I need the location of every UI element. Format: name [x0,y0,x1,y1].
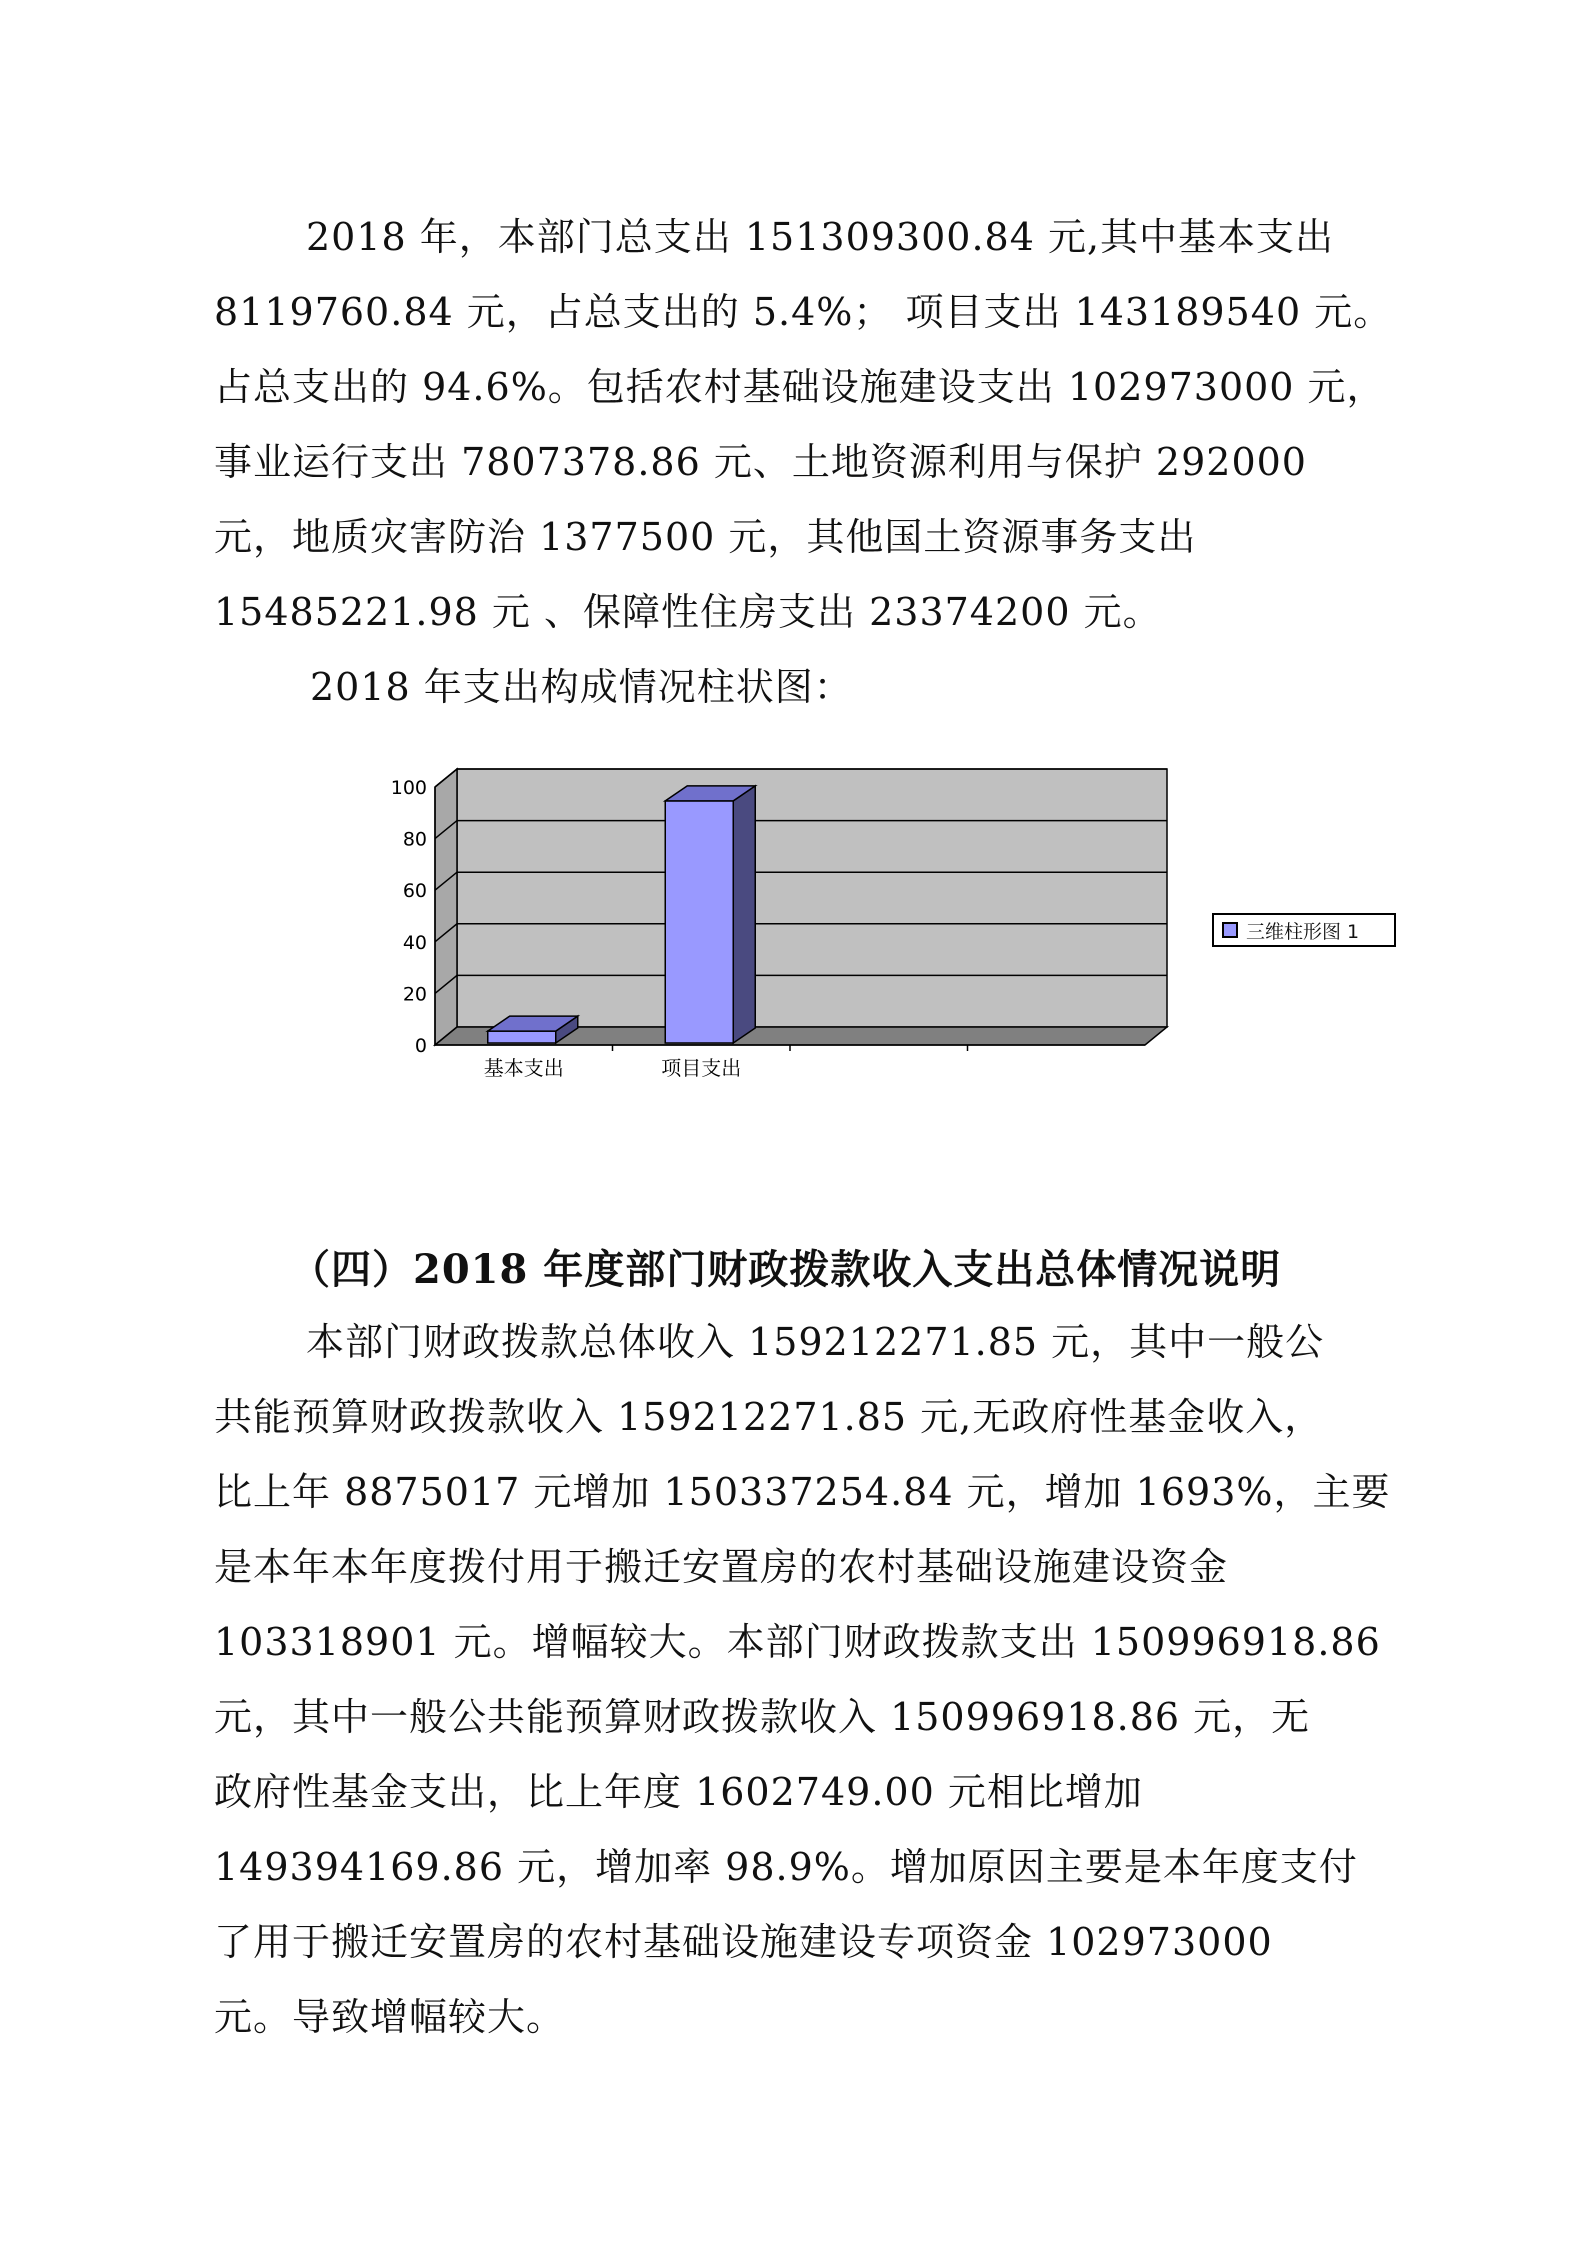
paragraph-line: 事业运行支出 7807378.86 元、土地资源利用与保护 292000 [214,440,1307,484]
paragraph-line: 103318901 元。增幅较大。本部门财政拨款支出 150996918.86 [214,1620,1381,1664]
bar-front [488,1031,556,1043]
paragraph-line: 元。导致增幅较大。 [214,1995,566,2039]
paragraph-line: 149394169.86 元，增加率 98.9%。增加原因主要是本年度支付 [214,1845,1358,1889]
paragraph-line: 15485221.98 元 、保障性住房支出 23374200 元。 [214,590,1162,634]
paragraph-line: 元，地质灾害防治 1377500 元，其他国土资源事务支出 [214,515,1197,559]
y-tick-label: 80 [402,828,427,851]
paragraph-line: 共能预算财政拨款收入 159212271.85 元,无政府性基金收入， [214,1395,1324,1439]
paragraph-line: 本部门财政拨款总体收入 159212271.85 元，其中一般公 [306,1320,1325,1364]
bar-side [733,786,755,1043]
paragraph-line: 占总支出的 94.6%。包括农村基础设施建设支出 102973000 元， [214,365,1386,409]
y-tick-label: 0 [414,1035,427,1057]
plot-back-wall [457,769,1167,1027]
paragraph-line: 是本年本年度拨付用于搬迁安置房的农村基础设施建设资金 [214,1545,1229,1589]
y-tick-label: 100 [390,777,427,799]
paragraph-line: 8119760.84 元，占总支出的 5.4%； 项目支出 143189540 元。 [214,290,1393,334]
paragraph-line: 政府性基金支出，比上年度 1602749.00 元相比增加 [214,1770,1143,1814]
paragraph-line: 比上年 8875017 元增加 150337254.84 元，增加 1693%，主要 [214,1470,1391,1514]
legend-swatch [1222,922,1238,938]
paragraph-line: 了用于搬迁安置房的农村基础设施建设专项资金 102973000 [214,1920,1273,1964]
y-tick-label: 60 [402,880,427,903]
bar-front [665,801,733,1043]
plot-side-wall [435,769,457,1045]
section-heading: （四）2018 年度部门财政拨款收入支出总体情况说明 [290,1246,1282,1293]
chart-caption: 2018 年支出构成情况柱状图： [310,665,853,709]
y-tick-label: 40 [402,931,427,954]
x-tick-label: 基本支出 [483,1056,564,1080]
paragraph-line: 2018 年，本部门总支出 151309300.84 元,其中基本支出 [306,215,1335,259]
x-tick-label: 项目支出 [661,1056,742,1080]
chart-legend [1212,913,1396,947]
y-tick-label: 20 [402,983,427,1006]
paragraph-line: 元，其中一般公共能预算财政拨款收入 150996918.86 元，无 [214,1695,1311,1739]
legend-label: 三维柱形图 1 [1246,920,1360,943]
